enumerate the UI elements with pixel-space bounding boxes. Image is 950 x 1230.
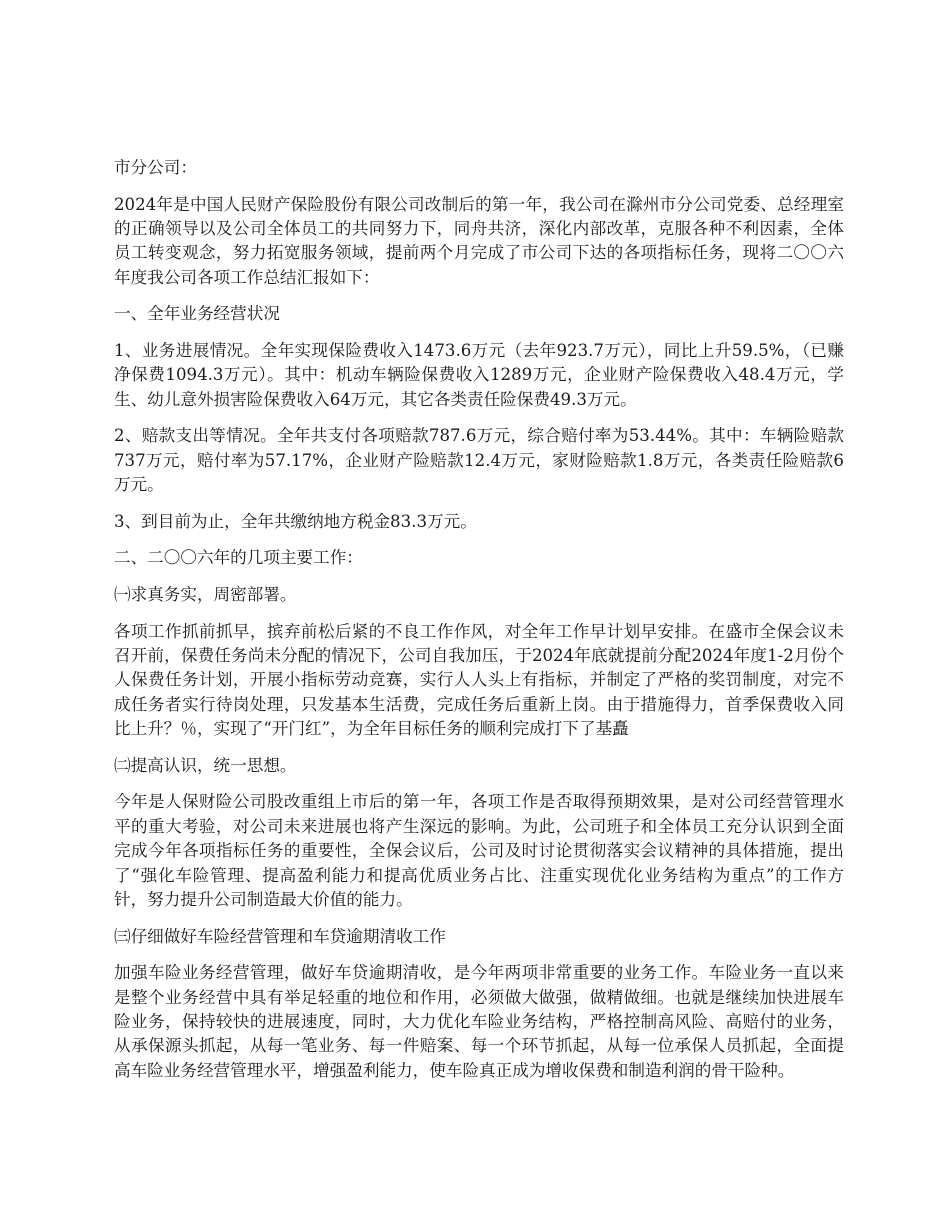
salutation: 市分公司：: [114, 158, 197, 177]
item-1-paragraph: 1、业务进展情况。全年实现保险费收入1473.6万元（去年923.7万元），同比上升59.5%，（已赚净保费1094.3万元）。其中：机动车辆险保费收入1289万元，企业财产险保费收入48.4万元，学生、幼儿意外损害险保费收入64万元，其它各类责任险保费49.3万元。: [114, 341, 844, 409]
subsection-heading-1: ㈠求真务实，周密部署。: [114, 585, 297, 604]
item-3-paragraph: 3、到目前为止，全年共缴纳地方税金83.3万元。: [114, 511, 477, 531]
document-body: [114, 156, 844, 1095]
subsection-3-paragraph: 加强车险业务经营管理，做好车贷逾期清收，是今年两项非常重要的业务工作。车险业务一直以来是整个业务经营中具有举足轻重的地位和作用，必须做大做强，做精做细。也就是继续加快进展车险业务，保持较快的进展速度，同时，大力优化车险业务结构，严格控制高风险、高赔付的业务，从承保源头抓起，从每一笔业务、每一件赔案、每一个环节抓起，从每一位承保人员抓起，全面提高车险业务经营管理水平，增强盈利能力，使车险真正成为增收保费和制造利润的骨干险种。: [114, 963, 844, 1080]
subsection-heading-2: ㈡提高认识，统一思想。: [114, 755, 297, 775]
section-heading-2: 二、二〇〇六年的几项主要工作：: [114, 548, 363, 568]
intro-paragraph: 2024年是中国人民财产保险股份有限公司改制后的第一年，我公司在滁州市分公司党委、总经理室的正确领导以及公司全体员工的共同努力下，同舟共济，深化内部改革，克服各种不利因素，全体员工转变观念，努力拓宽服务领域，提前两个月完成了市公司下达的各项指标任务，现将二〇〇六年度我公司各项工作总结汇报如下：: [114, 194, 844, 287]
subsection-heading-3: ㈢仔细做好车险经营管理和车贷逾期清收工作: [114, 926, 446, 946]
subsection-2-paragraph: 今年是人保财险公司股改重组上市后的第一年，各项工作是否取得预期效果，是对公司经营管理水平的重大考验，对公司未来进展也将产生深远的影响。为此，公司班子和全体员工充分认识到全面完成今年各项指标任务的重要性，全保会议后，公司及时讨论贯彻落实会议精神的具体措施，提出了“强化车险管理、提高盈利能力和提高优质业务占比、注重实现优化业务结构为重点”的工作方针，努力提升公司制造最大价值的能力。: [114, 792, 844, 910]
section-heading-1: 一、全年业务经营状况: [114, 304, 280, 324]
subsection-1-paragraph: 各项工作抓前抓早，摈弃前松后紧的不良工作作风，对全年工作早计划早安排。在盛市全保会议未召开前，保费任务尚未分配的情况下，公司自我加压，于2024年底就提前分配2024年度1-2月份个人保费任务计划，开展小指标劳动竞赛，实行人人头上有指标，并制定了严格的奖罚制度，对完不成任务者实行待岗处理，只发基本生活费，完成任务后重新上岗。由于措施得力，首季保费收入同比上升？％，实现了“开门红”，为全年目标任务的顺利完成打下了基矗: [114, 621, 844, 739]
item-2-paragraph: 2、赔款支出等情况。全年共支付各项赔款787.6万元，综合赔付率为53.44%。其中：车辆险赔款737万元，赔付率为57.17%，企业财产险赔款12.4万元，家财险赔款1.8万元，各类责任险赔款6万元。: [114, 426, 844, 495]
